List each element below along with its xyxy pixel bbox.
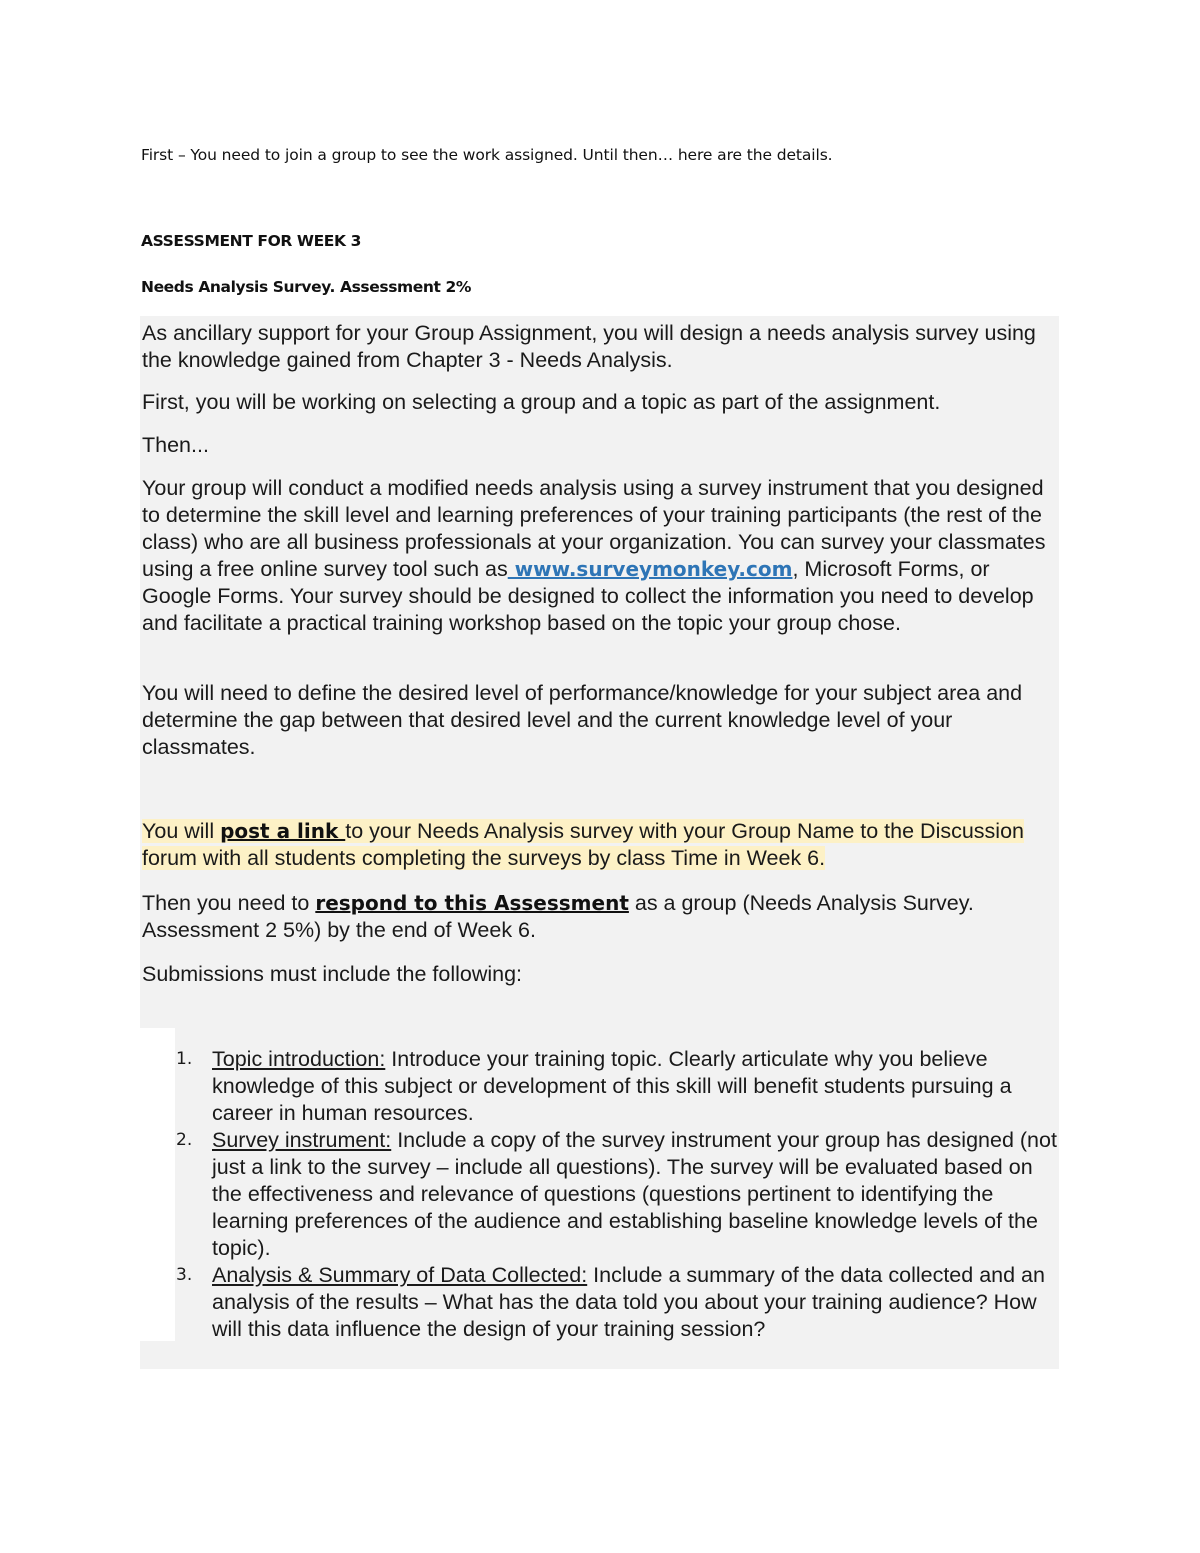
respond-text: Then you need to <box>142 891 316 915</box>
paragraph-submissions: Submissions must include the following: <box>142 962 523 986</box>
post-link-text-cont: to your Needs Analysis survey with your Group Name to the Discussion forum with all students completing the surveys by class Time in Week 6. <box>142 819 1024 870</box>
paragraph-then: Then... <box>142 433 209 457</box>
respond-text-cont: as a group (Needs Analysis Survey. Assessment 2 5%) by the end of Week 6. <box>142 891 974 942</box>
paragraph-desired-level: You will need to define the desired level of performance/knowledge for your subject area and determine the gap between that desired level and the current knowledge level of your classmates. <box>142 681 1023 759</box>
paragraph-select-group: First, you will be working on selecting a group and a topic as part of the assignment. <box>142 390 941 414</box>
assessment-subheading: Needs Analysis Survey. Assessment 2% <box>141 278 472 296</box>
survey-instructions-text-cont: , Microsoft Forms, or Google Forms. Your survey should be designed to collect the information you need to develop and facilitate a practical training workshop based on the topic your group chose. <box>142 557 1034 635</box>
list-item-title: Topic introduction: <box>212 1047 386 1071</box>
surveymonkey-link[interactable]: www.surveymonkey.com <box>507 557 793 581</box>
list-number: 3. <box>176 1265 193 1285</box>
list-item-text: Include a summary of the data collected and an analysis of the results – What has the data told you about your training audience? How will this data influence the design of your training session? <box>212 1263 1045 1341</box>
post-link-text: You will <box>142 819 221 843</box>
paragraph-survey-instructions <box>142 475 1060 637</box>
list-item-title: Analysis & Summary of Data Collected: <box>212 1263 588 1287</box>
list-item <box>142 1262 1060 1343</box>
survey-instructions-text: Your group will conduct a modified needs analysis using a survey instrument that you designed to determine the skill level and learning preferences of your training participants (the rest of the class) who are all business professionals at your organization. You can survey your classmates using a free online survey tool such as <box>142 476 1046 581</box>
list-item <box>142 1046 1060 1127</box>
respond-assessment-link[interactable]: respond to this Assessment <box>315 891 629 915</box>
list-item-text: Include a copy of the survey instrument your group has designed (not just a link to the survey – include all questions). The survey will be evaluated based on the effectiveness and relevance of questions (questions pertinent to identifying the learning preferences of the audience and establishing baseline knowledge levels of the topic). <box>212 1128 1057 1260</box>
list-item-title: Survey instrument: <box>212 1128 392 1152</box>
intro-text: First – You need to join a group to see the work assigned. Until then… here are the details. <box>141 146 833 164</box>
list-number: 2. <box>176 1130 193 1150</box>
list-item <box>142 1127 1060 1262</box>
paragraph-post-link <box>142 818 1060 872</box>
paragraph-ancillary-support: As ancillary support for your Group Assignment, you will design a needs analysis survey using the knowledge gained from Chapter 3 - Needs Analysis. <box>142 321 1036 372</box>
list-number: 1. <box>176 1049 193 1069</box>
paragraph-respond <box>142 890 1060 944</box>
list-item-text: Introduce your training topic. Clearly articulate why you believe knowledge of this subject or development of this skill will benefit students pursuing a career in human resources. <box>212 1047 1012 1125</box>
submission-requirements-list <box>142 1046 1060 1343</box>
post-a-link-link[interactable]: post a link <box>220 819 346 843</box>
assessment-heading: ASSESSMENT FOR WEEK 3 <box>141 232 361 250</box>
